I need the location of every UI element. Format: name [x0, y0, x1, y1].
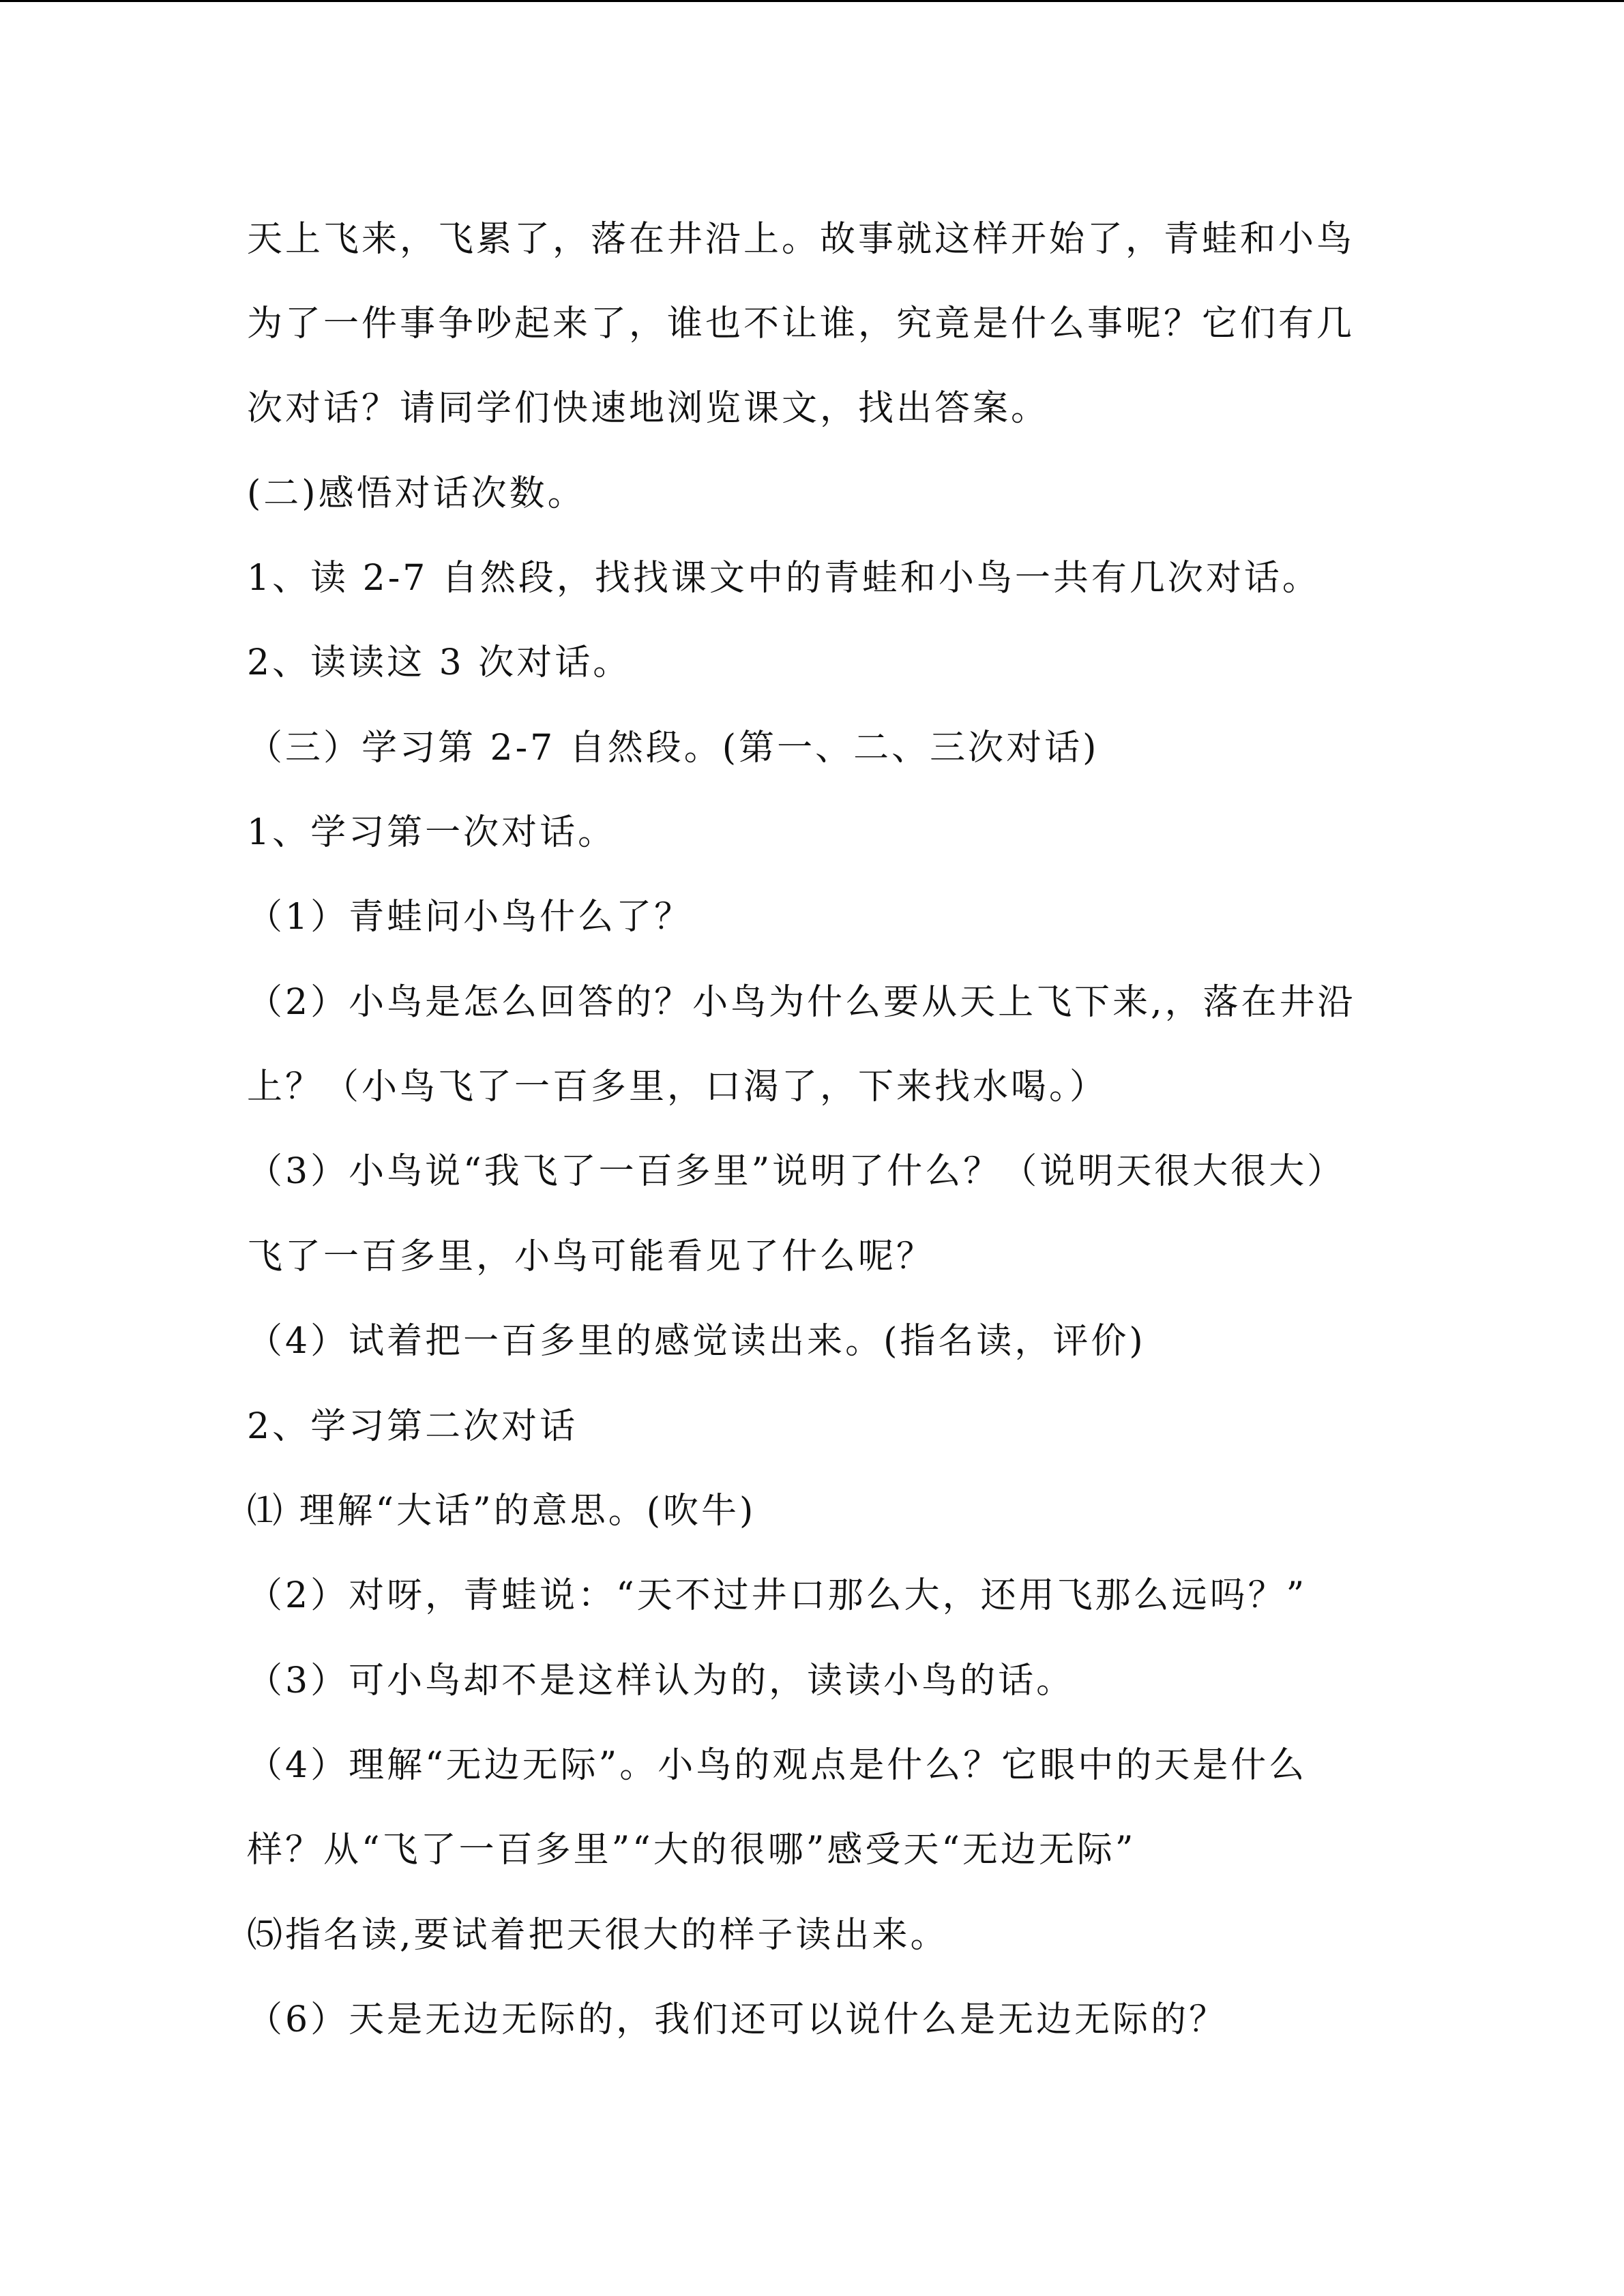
text-line: 2、学习第二次对话 — [247, 1406, 578, 1447]
text-line: ⑸指名读,要试着把天很大的样子读出来。 — [247, 1915, 949, 1956]
text-line: 飞了一百多里，小鸟可能看见了什么呢？ — [247, 1236, 935, 1277]
text-line: 2、读读这 3 次对话。 — [247, 642, 632, 683]
text-line: ⑴ 理解“大话”的意思。(吹牛) — [247, 1491, 756, 1532]
text-line: （2）对呀，青蛙说：“天不过井口那么大，还用飞那么远吗？” — [247, 1575, 1308, 1616]
text-line: （3）可小鸟却不是这样认为的，读读小鸟的话。 — [247, 1660, 1075, 1701]
text-line: 1、读 2-7 自然段，找找课文中的青蛙和小鸟一共有几次对话。 — [247, 558, 1320, 599]
text-line: （1）青蛙问小鸟什么了？ — [247, 897, 693, 938]
text-line: 天上飞来，飞累了，落在井沿上。故事就这样开始了，青蛙和小鸟 — [247, 219, 1355, 260]
text-line: （6）天是无边无际的，我们还可以说什么是无边无际的？ — [247, 1999, 1228, 2040]
text-line: 为了一件事争吵起来了，谁也不让谁，究竟是什么事呢？它们有几 — [247, 303, 1355, 344]
section-heading: （三）学习第 2-7 自然段。(第一、二、三次对话) — [247, 728, 1099, 769]
text-line: （4）试着把一百多里的感觉读出来。(指名读，评价) — [247, 1321, 1146, 1362]
text-line: （4）理解“无边无际”。小鸟的观点是什么？它眼中的天是什么 — [247, 1745, 1308, 1786]
text-line: （3）小鸟说“我飞了一百多里”说明了什么？（说明天很大很大） — [247, 1151, 1346, 1192]
text-line: 1、学习第一次对话。 — [247, 812, 617, 853]
section-heading: (二)感悟对话次数。 — [247, 473, 586, 514]
text-line: 上？（小鸟飞了一百多里，口渴了，下来找水喝。） — [247, 1067, 1108, 1107]
text-line: 样？从“飞了一百多里”“大的很哪”感受天“无边无际” — [247, 1830, 1136, 1870]
text-line: （2）小鸟是怎么回答的？小鸟为什么要从天上飞下来,，落在井沿 — [247, 982, 1356, 1023]
text-line: 次对话？请同学们快速地浏览课文，找出答案。 — [247, 388, 1050, 429]
